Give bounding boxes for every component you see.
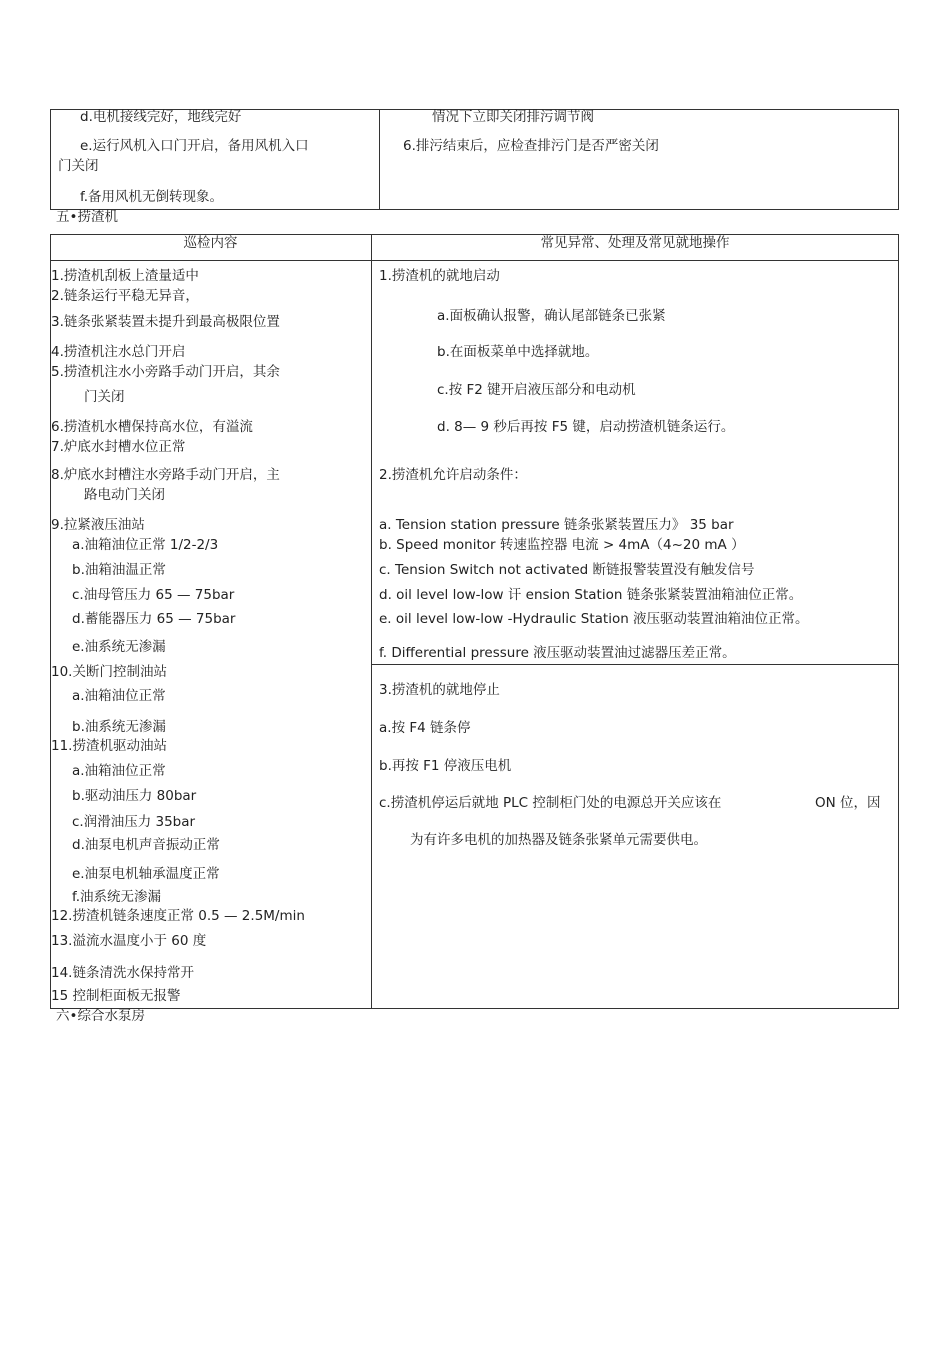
left-item: 7.炉底水封槽水位正常 xyxy=(51,439,186,455)
table-5-divider xyxy=(371,234,372,1009)
right-item: a.按 F4 链条停 xyxy=(379,720,471,736)
left-item: a.油箱油位正常 xyxy=(72,688,166,704)
left-item: a.油箱油位正常 1/2-2/3 xyxy=(72,537,219,553)
right-item: e. oil level low-low -Hydraulic Station 液压驱动装置油箱油位正常。 xyxy=(379,611,809,627)
top-left-line-2: e.运行风机入口门开启，备用风机入口 xyxy=(80,138,309,154)
left-item: 1.捞渣机刮板上渣量适中 xyxy=(51,268,199,284)
right-item: 3.捞渣机的就地停止 xyxy=(379,682,500,698)
left-item: 15 控制柜面板无报警 xyxy=(51,988,181,1004)
left-item: d.蓄能器压力 65 — 75bar xyxy=(72,611,236,627)
left-item: 4.捞渣机注水总门开启 xyxy=(51,344,186,360)
left-item: b.油箱油温正常 xyxy=(72,562,166,578)
right-item: c. Tension Switch not activated 断链报警装置没有触发信号 xyxy=(379,562,755,578)
right-item: c.按 F2 键开启液压部分和电动机 xyxy=(437,382,636,398)
left-item: 11.捞渣机驱动油站 xyxy=(51,738,167,754)
right-item: b.在面板菜单中选择就地。 xyxy=(437,344,599,360)
left-item: 12.捞渣机链条速度正常 0.5 — 2.5M/min xyxy=(51,908,305,924)
right-item: f. Differential pressure 液压驱动装置油过滤器压差正常。 xyxy=(379,645,736,661)
left-item: 门关闭 xyxy=(84,389,125,405)
section-5-title: 五•捞渣机 xyxy=(56,209,118,225)
top-left-line-3: 门关闭 xyxy=(58,158,99,174)
left-item: 路电动门关闭 xyxy=(84,487,165,503)
left-item: f.油系统无渗漏 xyxy=(72,889,162,905)
header-abnormal-handling: 常见异常、处理及常见就地操作 xyxy=(540,235,730,251)
header-inspection-content: 巡检内容 xyxy=(183,235,238,251)
left-item: 2.链条运行平稳无异音， xyxy=(51,288,199,304)
left-item: 5.捞渣机注水小旁路手动门开启，其余 xyxy=(51,364,280,380)
left-item: e.油系统无渗漏 xyxy=(72,639,166,655)
top-left-line-1: d.电机接线完好，地线完好 xyxy=(80,109,242,125)
left-item: 6.捞渣机水槽保持高水位，有溢流 xyxy=(51,419,253,435)
top-right-line-1: 情况下立即关闭排污调节阀 xyxy=(432,109,594,125)
right-item: a.面板确认报警，确认尾部链条已张紧 xyxy=(437,308,666,324)
table-5-right-row-line xyxy=(371,664,899,665)
right-item: 1.捞渣机的就地启动 xyxy=(379,268,500,284)
top-table-divider xyxy=(379,109,380,210)
left-item: b.油系统无渗漏 xyxy=(72,719,166,735)
left-item: 10.关断门控制油站 xyxy=(51,664,167,680)
left-item: 14.链条清洗水保持常开 xyxy=(51,965,194,981)
right-item: ON 位，因 xyxy=(815,795,881,811)
right-item: a. Tension station pressure 链条张紧装置压力》 35 bar xyxy=(379,517,734,533)
left-item: 9.拉紧液压油站 xyxy=(51,517,145,533)
left-item: 3.链条张紧装置未提升到最高极限位置 xyxy=(51,314,280,330)
right-item: b.再按 F1 停液压电机 xyxy=(379,758,512,774)
right-item: d. 8— 9 秒后再按 F5 键，启动捞渣机链条运行。 xyxy=(437,419,735,435)
left-item: a.油箱油位正常 xyxy=(72,763,166,779)
left-item: c.油母管压力 65 — 75bar xyxy=(72,587,235,603)
left-item: e.油泵电机轴承温度正常 xyxy=(72,866,220,882)
top-left-line-4: f.备用风机无倒转现象。 xyxy=(80,189,224,205)
right-item: b. Speed monitor 转速监控器 电流 > 4mA（4~20 mA ） xyxy=(379,537,745,553)
right-item: 为有许多电机的加热器及链条张紧单元需要供电。 xyxy=(410,832,707,848)
left-item: 13.溢流水温度小于 60 度 xyxy=(51,933,207,949)
top-right-line-2: 6.排污结束后，应检查排污门是否严密关闭 xyxy=(403,138,659,154)
right-item: d. oil level low-low 讦 ension Station 链条张紧装置油箱油位正常。 xyxy=(379,587,803,603)
left-item: c.润滑油压力 35bar xyxy=(72,814,196,830)
left-item: 8.炉底水封槽注水旁路手动门开启，主 xyxy=(51,467,280,483)
right-item: 2.捞渣机允许启动条件： xyxy=(379,467,527,483)
section-6-title: 六•综合水泵房 xyxy=(56,1008,145,1024)
left-item: b.驱动油压力 80bar xyxy=(72,788,197,804)
right-item: c.捞渣机停运后就地 PLC 控制柜门处的电源总开关应该在 xyxy=(379,795,722,811)
left-item: d.油泵电机声音振动正常 xyxy=(72,837,220,853)
table-5-header-line xyxy=(50,260,899,261)
